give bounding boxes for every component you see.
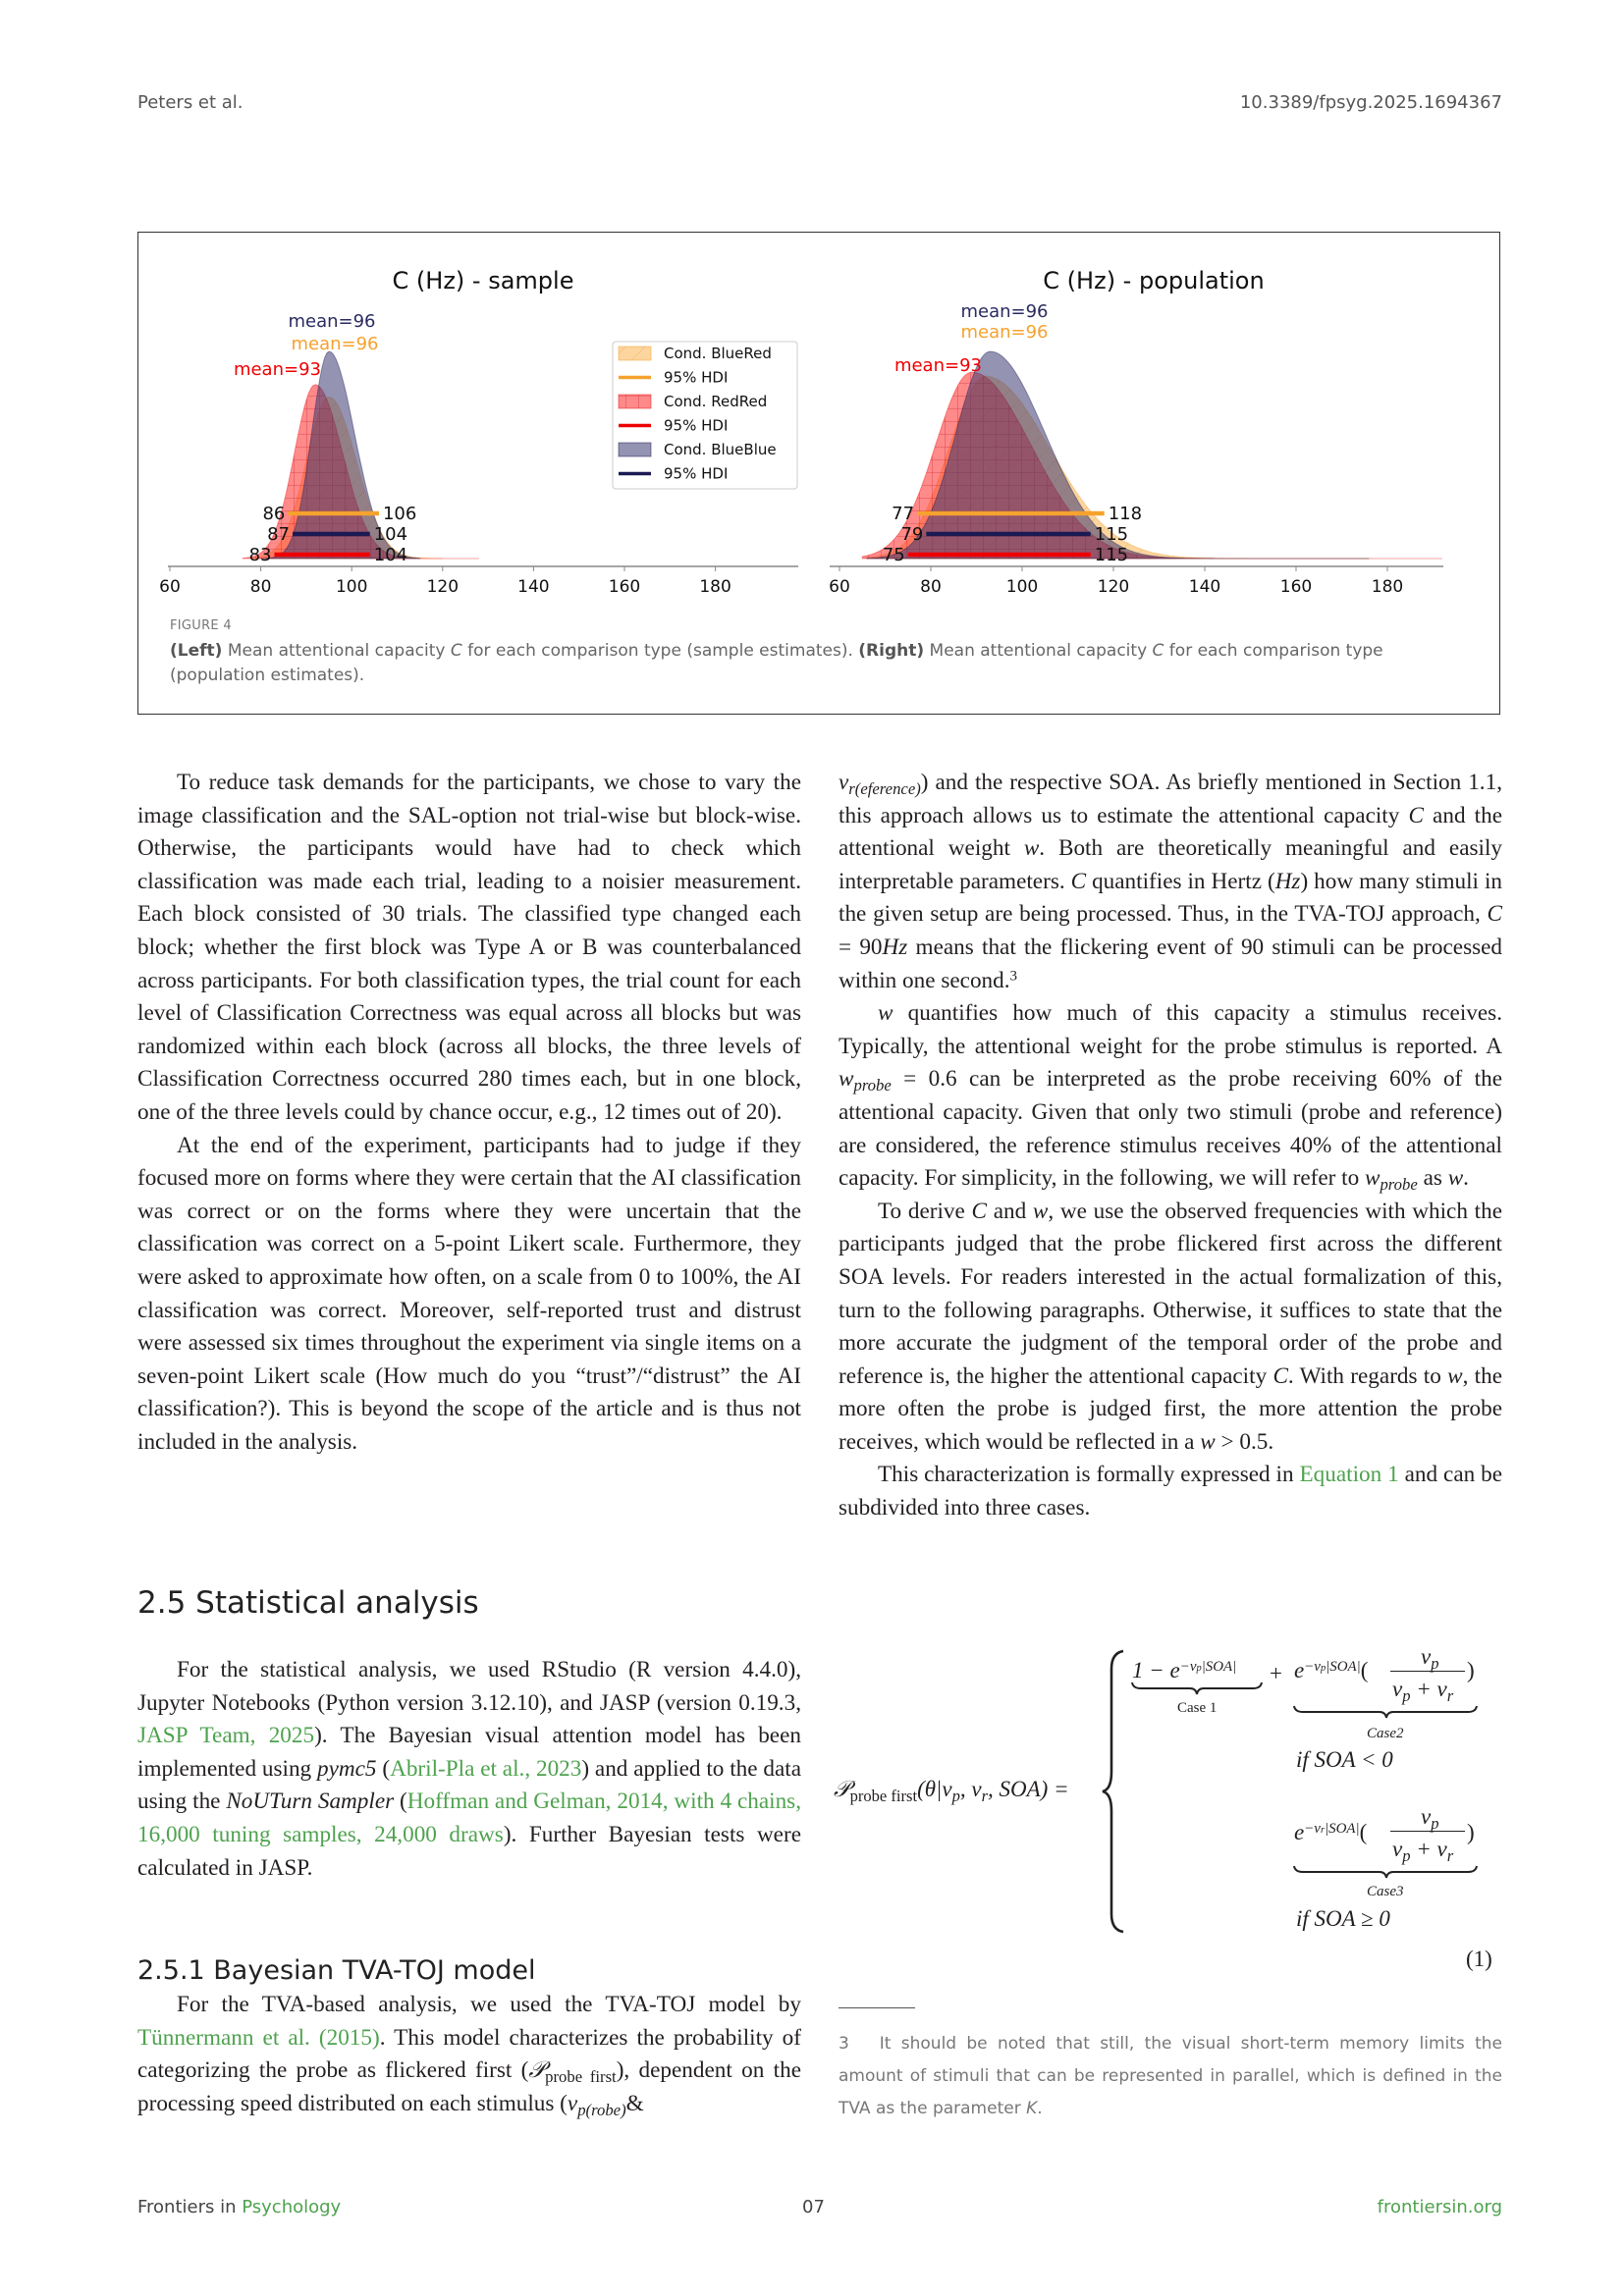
paragraph — [839, 767, 1502, 997]
x-tick-label: 100 — [335, 577, 368, 597]
text-run: = 90 — [839, 934, 883, 960]
legend-label: Cond. RedRed — [664, 393, 768, 410]
underbrace-icon — [1293, 1864, 1480, 1880]
text-run: ). The Bayesian visual attention model has been implemented using — [137, 1723, 801, 1782]
mean-label: mean=96 — [291, 334, 379, 354]
text-run: Hz — [882, 934, 908, 960]
paragraph — [137, 1989, 801, 2120]
text-run: and can be subdivided into three cases. — [839, 1462, 1503, 1522]
eq-text: p — [1431, 1653, 1439, 1673]
eq-args: , v — [959, 1777, 982, 1801]
left-brace-icon — [1100, 1649, 1129, 1934]
text-run: probe first — [545, 2067, 617, 2087]
text-run: quantifies how much of this capacity a stimulus receives. Typically, the attentional weight for the probe stimulus is reported. A — [839, 1000, 1502, 1059]
text-run: probe — [853, 1076, 892, 1095]
caption-text: for each comparison type (population estimates). — [170, 641, 1383, 685]
caption-text: (Right) — [858, 641, 925, 661]
paragraph — [137, 1654, 801, 1885]
footer-journal[interactable] — [137, 2197, 341, 2217]
eq-text: −v — [1304, 1820, 1321, 1837]
legend-label: 95% HDI — [664, 464, 729, 483]
text-run: p(robe) — [577, 2100, 626, 2119]
underbrace-icon — [1131, 1681, 1264, 1696]
eq-text: r — [1446, 1845, 1454, 1865]
hdi-low-label: 77 — [892, 504, 915, 524]
eq-text: |SOA| — [1326, 1658, 1361, 1675]
text-run: and the attentional weight — [839, 802, 1502, 862]
hdi-low-label: 83 — [248, 545, 272, 565]
citation-link[interactable]: Equation 1 — [1299, 1462, 1399, 1488]
text-run: 𝒫 — [528, 2057, 546, 2084]
mean-label: mean=96 — [960, 301, 1049, 322]
text-run: ( — [376, 1755, 391, 1782]
text-run: ) and applied to the data using the — [137, 1755, 801, 1815]
citation-link[interactable]: JASP Team, 2025 — [137, 1723, 315, 1749]
text-run: , the more often the probe is judged first, the more attention the probe receives, which would be reflected in a — [839, 1362, 1503, 1455]
mean-label: mean=96 — [288, 311, 376, 332]
eq-text: −v — [1179, 1658, 1197, 1675]
fraction-bar — [1390, 1671, 1465, 1672]
legend-swatch — [619, 443, 651, 456]
text-run: ) and the respective SOA. As briefly mentioned in Section 1.1, this approach allows us to estimate the attentional capacity — [839, 770, 1502, 828]
tva-toj-body — [137, 1989, 801, 2120]
footer-journal-name: Psychology — [242, 2197, 342, 2217]
eq-text: e — [1294, 1820, 1305, 1844]
citation-link[interactable]: Abril-Pla et al., 2023 — [390, 1755, 582, 1782]
x-tick-label: 160 — [608, 577, 641, 597]
running-header-doi[interactable]: 10.3389/fpsyg.2025.1694367 — [1239, 92, 1502, 113]
text-run: For the statistical analysis, we used RStudio (R version 4.4.0), Jupyter Notebooks (Python version 3.12.10), and JASP (version 0.19.3, — [137, 1657, 801, 1716]
eq-text: p — [1196, 1662, 1202, 1674]
eq-text: p — [1402, 1685, 1411, 1705]
text-run: C — [971, 1198, 987, 1224]
text-run: . With regards to — [1287, 1362, 1448, 1389]
legend-label: 95% HDI — [664, 416, 729, 435]
fraction-bar — [1390, 1831, 1465, 1832]
plus-sign: + — [1270, 1661, 1282, 1685]
condition-soa-nonnegative: if SOA ≥ 0 — [1296, 1906, 1390, 1931]
case1-term — [1132, 1659, 1236, 1682]
text-run: C — [1408, 802, 1424, 828]
x-tick-label: 120 — [1097, 577, 1130, 597]
x-tick-label: 140 — [517, 577, 550, 597]
legend-swatch-hatch — [619, 395, 651, 408]
text-run: w — [839, 1066, 854, 1093]
text-run: as — [1417, 1165, 1448, 1192]
eq-exp — [1304, 1659, 1361, 1675]
paragraph — [839, 1196, 1502, 1460]
text-run: Hz — [1274, 868, 1301, 894]
eq-text: |SOA| — [1325, 1820, 1360, 1837]
text-run: quantifies in Hertz ( — [1086, 868, 1275, 894]
hdi-high-label: 115 — [1094, 524, 1129, 545]
eq-p-symbol: 𝒫 — [834, 1777, 850, 1801]
footnote-text: . — [1037, 2099, 1043, 2118]
equation-lhs — [834, 1777, 1069, 1805]
hdi-low-label: 75 — [882, 545, 905, 565]
x-tick-label: 140 — [1188, 577, 1221, 597]
eq-text: 1 − e — [1132, 1658, 1180, 1682]
eq-text: v — [1421, 1644, 1432, 1669]
footer-site-link[interactable]: frontiersin.org — [1377, 2197, 1502, 2217]
mean-label: mean=96 — [960, 322, 1049, 343]
figure-caption — [170, 639, 1466, 688]
eq-text: e — [1294, 1658, 1305, 1682]
equation-number: (1) — [1466, 1947, 1492, 1971]
legend-label: Cond. BlueBlue — [664, 441, 777, 458]
paragraph — [839, 997, 1502, 1196]
caption-text: C — [1152, 641, 1164, 661]
eq-text: v — [1392, 1837, 1403, 1861]
text-run: For the TVA-based analysis, we used the TVA-TOJ model by — [177, 1992, 801, 2017]
hdi-high-label: 115 — [1094, 545, 1129, 565]
text-run: . This model characterizes the probability of categorizing the probe as flickered first ( — [137, 2024, 801, 2084]
text-run: . — [1463, 1165, 1469, 1192]
x-tick-label: 160 — [1279, 577, 1313, 597]
text-run: ( — [394, 1789, 407, 1815]
footnote-ref[interactable]: 3 — [1009, 968, 1018, 985]
eq-text: p — [1320, 1662, 1326, 1674]
hdi-low-label: 87 — [267, 524, 291, 545]
text-run: , we use the observed frequencies with which the participants judged that the probe flickered first across the different SOA levels. For readers interested in the actual formalization of this, turn to the following paragraphs. Otherwise, it suffices to state that the more accurate the judgment of the temporal order of the probe and reference is, the higher the attentional capacity — [839, 1198, 1502, 1389]
left-column-body — [137, 767, 801, 1459]
eq-text: v — [1392, 1677, 1403, 1701]
statistical-analysis-body — [137, 1654, 801, 1885]
text-run: C — [1487, 901, 1502, 928]
eq-text: p — [1431, 1813, 1439, 1833]
eq-text: −v — [1304, 1658, 1321, 1675]
text-run: probe — [1380, 1175, 1418, 1195]
text-run: C — [1272, 1362, 1288, 1389]
paragraph — [137, 767, 801, 1130]
eq-text: p — [1402, 1845, 1411, 1865]
footnote-number: 3 — [839, 2034, 849, 2054]
text-run: NoUTurn Sampler — [226, 1789, 395, 1815]
text-run: To derive — [878, 1198, 972, 1224]
legend-swatch-hatch — [619, 347, 651, 360]
eq-text: r — [1446, 1685, 1454, 1705]
eq-args: (θ|v — [917, 1777, 952, 1801]
case2-term — [1294, 1659, 1368, 1682]
eq-text: |SOA| — [1201, 1658, 1237, 1675]
mean-label: mean=93 — [233, 359, 321, 380]
hdi-high-label: 104 — [373, 524, 408, 545]
eq-text: r — [1320, 1824, 1326, 1836]
eq-text: + v — [1410, 1837, 1447, 1861]
page-number: 07 — [802, 2197, 825, 2217]
footer-journal-prefix: Frontiers in — [137, 2197, 243, 2217]
hdi-high-label: 104 — [373, 545, 408, 565]
text-run: pymc5 — [316, 1755, 377, 1782]
case1-label: Case 1 — [1177, 1700, 1218, 1716]
footnote-3 — [839, 2028, 1502, 2125]
figure-label: FIGURE 4 — [170, 618, 232, 633]
text-run: w — [1023, 835, 1040, 862]
hdi-high-label: 106 — [382, 504, 417, 524]
text-run: means that the flickering event of 90 stimuli can be processed within one second. — [839, 934, 1502, 993]
text-run: w — [1447, 1362, 1463, 1389]
x-tick-label: 180 — [699, 577, 731, 597]
paragraph — [137, 1130, 801, 1460]
eq-text: v — [1421, 1804, 1432, 1829]
frac-denominator — [1392, 1837, 1454, 1865]
hdi-high-label: 118 — [1108, 504, 1143, 524]
text-run: At the end of the experiment, participants had to judge if they focused more on forms where they were certain that the AI classification was correct or on the forms where they were uncertain that the classification was correct on a 5-point Likert scale. Furthermore, they were asked to approximate how often, on a scale from 0 to 100%, the AI classification was correct. Moreover, self-reported trust and distrust were assessed six times throughout the experiment via single items on a seven-point Likert scale (How much do you “trust”/“distrust” the AI classification?). This is beyond the scope of the article and is thus not included in the analysis. — [137, 1132, 801, 1455]
citation-link[interactable]: Tünnermann et al. (2015) — [137, 2024, 380, 2051]
footnote-divider — [839, 2007, 915, 2008]
text-run: ), dependent on the processing speed distributed on each stimulus ( — [137, 2057, 801, 2116]
legend-label: 95% HDI — [664, 368, 729, 387]
eq-exp — [1304, 1821, 1359, 1837]
frac-denominator — [1392, 1677, 1454, 1705]
footnote-param: K — [1026, 2099, 1038, 2118]
caption-text: Mean attentional capacity — [924, 641, 1153, 661]
x-tick-label: 60 — [829, 577, 850, 597]
eq-sub: p — [951, 1786, 960, 1805]
text-run: w — [1447, 1165, 1464, 1192]
paragraph — [839, 1459, 1502, 1524]
chart-title: C (Hz) - population — [1043, 267, 1265, 294]
eq-args: , SOA) = — [988, 1777, 1069, 1801]
chart-title: C (Hz) - sample — [392, 267, 574, 294]
caption-text: Mean attentional capacity — [222, 641, 451, 661]
running-header-authors: Peters et al. — [137, 92, 244, 113]
footnote-text: It should be noted that still, the visual short-term memory limits the amount of stimuli that can be represented in parallel, which is defined in the TVA as the parameter — [839, 2034, 1502, 2118]
x-tick-label: 100 — [1005, 577, 1039, 597]
eq-p-subscript: probe first — [849, 1786, 918, 1805]
caption-text: (Left) — [170, 641, 223, 661]
text-run: ) how many stimuli in the given setup are being processed. Thus, in the TVA-TOJ approach, — [839, 868, 1502, 928]
text-run: To reduce task demands for the participants, we chose to vary the image classification and the SAL-option not trial-wise but block-wise. Otherwise, the participants would have had to check which classification was made each trial, leading to a noisier measurement. Each block consisted of 30 trials. The classified type changed each block; whether the first block was Type A or B was counterbalanced across participants. For both classification types, the trial count for each level of Classification Correctness was equal across all blocks but was randomized within each block (across all blocks, the three levels of Classification Correctness occurred 280 times each, but in one block, one of the three levels could by chance occur, e.g., 12 times out of 20). — [137, 770, 801, 1125]
rparen: ) — [1467, 1658, 1475, 1682]
text-run: ). Further Bayesian tests were calculated in JASP. — [137, 1821, 801, 1881]
eq-exp — [1180, 1659, 1237, 1675]
eq-text: ( — [1360, 1658, 1369, 1682]
text-run: > 0.5. — [1215, 1428, 1274, 1455]
x-tick-label: 80 — [920, 577, 942, 597]
legend-label: Cond. BlueRed — [664, 345, 772, 362]
case3-term — [1294, 1821, 1367, 1843]
text-run: = 0.6 can be interpreted as the probe receiving 60% of the attentional capacity. Given that only two stimuli (probe and reference) are considered, the reference stimulus receives 40% of the attentional capacity. For simplicity, in the following, we will refer to — [839, 1066, 1502, 1192]
text-run: r(eference) — [848, 779, 921, 798]
x-tick-label: 80 — [249, 577, 272, 597]
text-run: & — [625, 2090, 644, 2116]
right-column-body — [839, 767, 1502, 1525]
mean-label: mean=93 — [893, 355, 982, 376]
subsection-heading-2-5-1: 2.5.1 Bayesian TVA-TOJ model — [137, 1955, 536, 1986]
text-run: w — [1364, 1165, 1380, 1192]
text-run: . Both are theoretically meaningful and easily interpretable parameters. — [839, 835, 1502, 894]
frac-numerator — [1421, 1804, 1439, 1833]
x-tick-label: 180 — [1371, 577, 1404, 597]
figure-4-charts — [0, 0, 1624, 726]
rparen: ) — [1467, 1820, 1475, 1844]
case2-label: Case2 — [1367, 1726, 1404, 1741]
text-run: w — [1032, 1198, 1049, 1224]
text-run: w — [1200, 1428, 1216, 1455]
caption-text: for each comparison type (sample estimates). — [461, 641, 859, 661]
hdi-low-label: 79 — [900, 524, 924, 545]
caption-text: C — [450, 641, 462, 661]
citation-link[interactable]: Hoffman and Gelman, 2014, with 4 chains, 16,000 tuning samples, 24,000 draws — [137, 1789, 802, 1847]
text-run: and — [986, 1198, 1033, 1224]
eq-text: + v — [1410, 1677, 1447, 1701]
case3-label: Case3 — [1367, 1884, 1404, 1899]
eq-text: ( — [1359, 1820, 1368, 1844]
frac-numerator — [1421, 1644, 1439, 1673]
condition-soa-negative: if SOA < 0 — [1296, 1747, 1393, 1772]
underbrace-icon — [1293, 1704, 1480, 1720]
x-tick-label: 120 — [426, 577, 460, 597]
text-run: v — [567, 2090, 578, 2116]
x-tick-label: 60 — [159, 577, 181, 597]
text-run: w — [878, 1000, 893, 1027]
text-run: C — [1070, 868, 1087, 894]
hdi-low-label: 86 — [262, 504, 286, 524]
text-run: v — [839, 770, 849, 795]
text-run: This characterization is formally expressed in — [878, 1462, 1300, 1488]
section-heading-2-5: 2.5 Statistical analysis — [137, 1585, 479, 1621]
eq-sub: r — [981, 1786, 989, 1805]
